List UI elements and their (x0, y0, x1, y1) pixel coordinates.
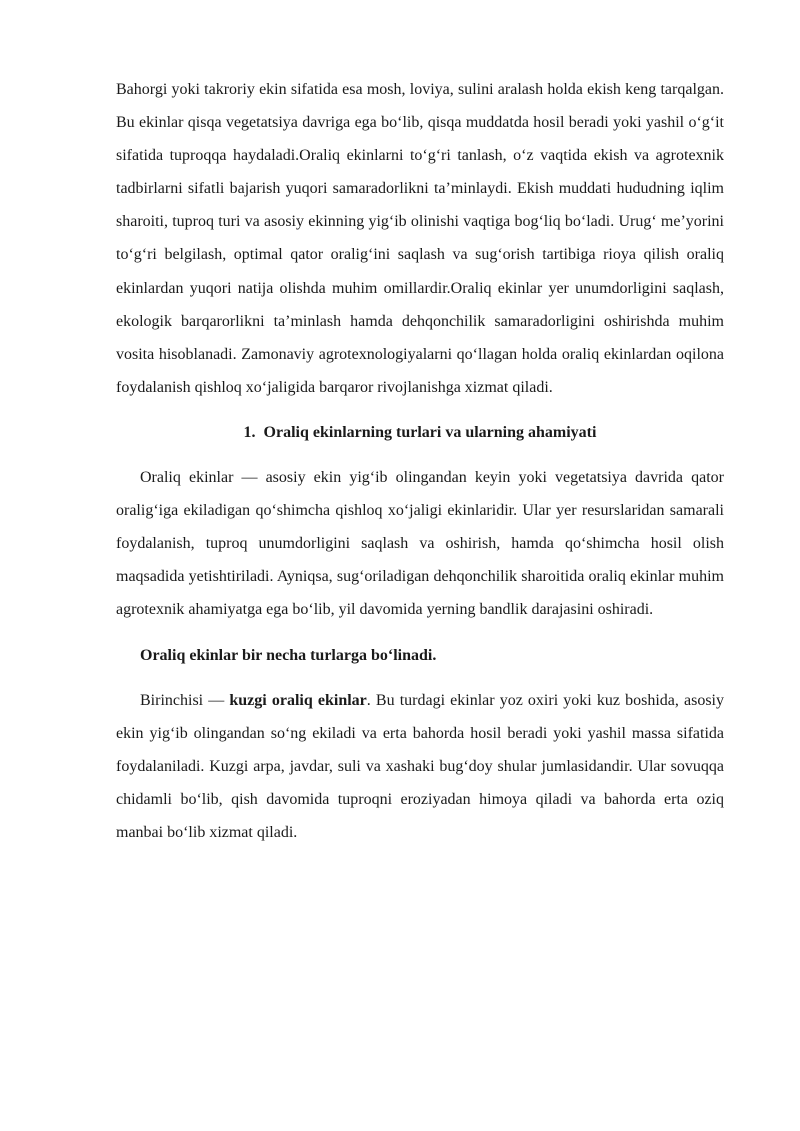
definition-paragraph: Oraliq ekinlar — asosiy ekin yig‘ib olingandan keyin yoki vegetatsiya davrida qator oralig‘iga ekiladigan qo‘shimcha qishloq xo‘jaligi ekinlaridir. Ular yer resurslaridan samarali foydalanish, tuproq unumdorligini saqlash va oshirish, hamda qo‘shimcha hosil olish maqsadida yetishtiriladi. Ayniqsa, sug‘oriladigan dehqonchilik sharoitida oraliq ekinlar muhim agrotexnik ahamiyatga ega bo‘lib, yil davomida yerning bandlik darajasini oshiradi. (116, 469, 724, 619)
section-title: Oraliq ekinlarning turlari va ularning ahamiyati (263, 423, 597, 441)
document-page (116, 73, 724, 849)
first-type-paragraph (116, 684, 724, 849)
first-type-term: kuzgi oraliq ekinlar (229, 691, 367, 709)
first-type-prefix: Birinchisi — (140, 691, 230, 709)
types-intro-heading: Oraliq ekinlar bir necha turlarga bo‘linadi. (140, 646, 437, 664)
intro-paragraph: Bahorgi yoki takroriy ekin sifatida esa mosh, loviya, sulini aralash holda ekish keng tarqalgan. Bu ekinlar qisqa vegetatsiya davriga ega bo‘lib, qisqa muddatda hosil beradi yoki yashil o‘g‘it sifatida tuproqqa haydaladi.Oraliq ekinlarni to‘g‘ri tanlash, o‘z vaqtida ekish va agrotexnik tadbirlarni sifatli bajarish yuqori samaradorlikni ta’minlaydi. Ekish muddati hududning iqlim sharoiti, tuproq turi va asosiy ekinning yig‘ib olinishi vaqtiga bog‘liq bo‘ladi. Urug‘ me’yorini to‘g‘ri belgilash, optimal qator oralig‘ini saqlash va sug‘orish tartibiga rioya qilish oraliq ekinlardan yuqori natija olishda muhim omillardir.Oraliq ekinlar yer unumdorligini saqlash, ekologik barqarorlikni ta’minlash hamda dehqonchilik samaradorligini oshirishda muhim vosita hisoblanadi. Zamonaviy agrotexnologiyalarni qo‘llagan holda oraliq ekinlardan oqilona foydalanish qishloq xo‘jaligida barqaror rivojlanishga xizmat qiladi. (116, 81, 724, 396)
section-heading (116, 416, 724, 449)
section-number: 1. (243, 423, 256, 441)
first-type-description: . Bu turdagi ekinlar yoz oxiri yoki kuz boshida, asosiy ekin yig‘ib olingandan so‘ng ekiladi va erta bahorda hosil beradi yoki yashil massa sifatida foydalaniladi. Kuzgi arpa, javdar, suli va xashaki bug‘doy shular jumlasidandir. Ular sovuqqa chidamli bo‘lib, qish davomida tuproqni eroziyadan himoya qiladi va bahorda erta oziq manbai bo‘lib xizmat qiladi. (116, 691, 724, 841)
